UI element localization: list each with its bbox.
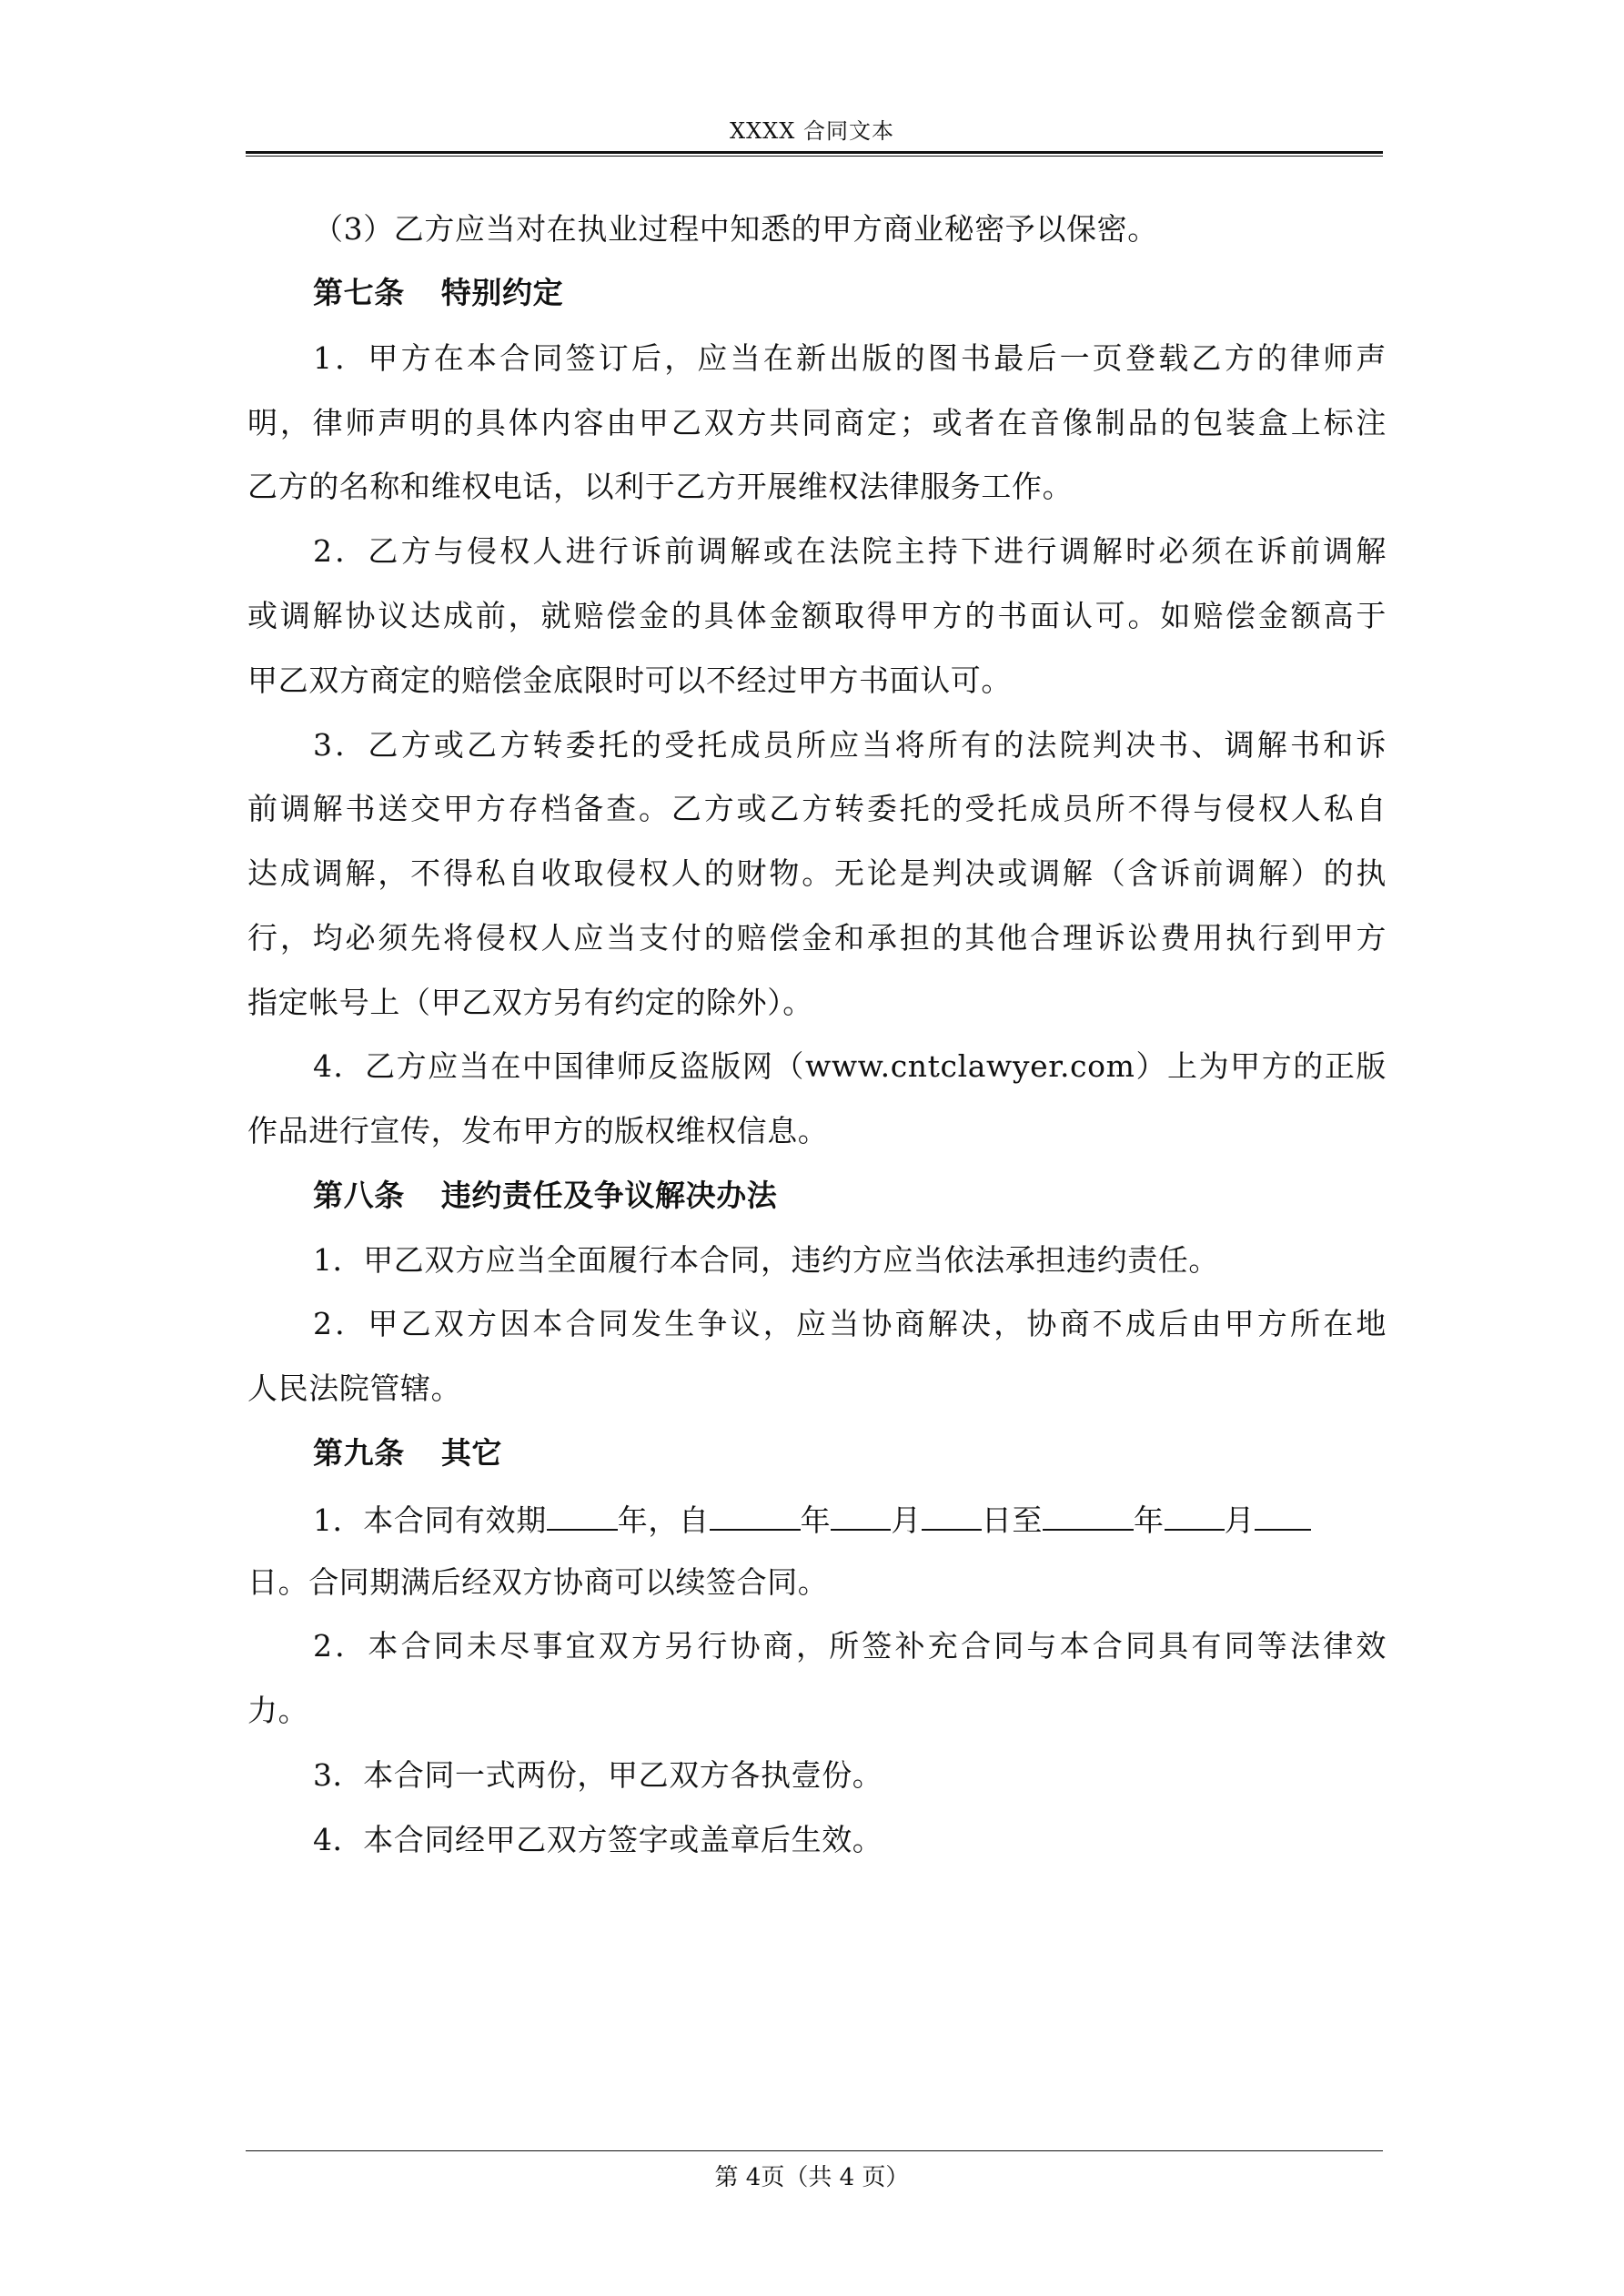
paragraph-line: 作品进行宣传，发布甲方的版权维权信息。	[247, 1113, 829, 1148]
blank-end-day	[1255, 1498, 1311, 1531]
paragraph-line: 4．本合同经甲乙双方签字或盖章后生效。	[313, 1822, 883, 1857]
paragraph-line: （3）乙方应当对在执业过程中知悉的甲方商业秘密予以保密。	[313, 211, 1158, 247]
paragraph-line: 甲乙双方商定的赔偿金底限时可以不经过甲方书面认可。	[247, 663, 1012, 698]
paragraph-line: 或调解协议达成前，就赔偿金的具体金额取得甲方的书面认可。如赔偿金额高于	[247, 598, 1387, 633]
article-number: 第七条	[313, 275, 405, 310]
paragraph-line: 明，律师声明的具体内容由甲乙双方共同商定；或者在音像制品的包装盒上标注	[247, 405, 1387, 440]
blank-start-year	[710, 1498, 801, 1531]
paragraph-line: 力。	[247, 1693, 309, 1728]
article-heading	[313, 1176, 1387, 1216]
paragraph-line: 达成调解，不得私自收取侵权人的财物。无论是判决或调解（含诉前调解）的执	[247, 855, 1387, 891]
header-rule-thin	[246, 156, 1383, 157]
article-title: 其它	[440, 1435, 503, 1471]
blank-start-day	[922, 1498, 982, 1531]
blank-end-month	[1165, 1498, 1225, 1531]
paragraph-line: 2．甲乙双方因本合同发生争议，应当协商解决，协商不成后由甲方所在地	[313, 1306, 1387, 1341]
paragraph-line: 3．本合同一式两份，甲乙双方各执壹份。	[313, 1757, 883, 1793]
paragraph-line: 3．乙方或乙方转委托的受托成员所应当将所有的法院判决书、调解书和诉	[313, 727, 1387, 763]
paragraph-line: 日。合同期满后经双方协商可以续签合同。	[247, 1564, 829, 1600]
article-heading	[313, 1433, 1387, 1473]
article-number: 第八条	[313, 1178, 405, 1213]
article-title: 违约责任及争议解决办法	[440, 1178, 778, 1213]
article-number: 第九条	[313, 1435, 405, 1471]
header-rule	[246, 151, 1383, 154]
paragraph-line: 4．乙方应当在中国律师反盗版网（www.cntclawyer.com）上为甲方的正版	[313, 1048, 1387, 1084]
blank-start-month	[831, 1498, 891, 1531]
paragraph-line: 2．乙方与侵权人进行诉前调解或在法院主持下进行调解时必须在诉前调解	[313, 533, 1387, 569]
paragraph-line: 前调解书送交甲方存档备查。乙方或乙方转委托的受托成员所不得与侵权人私自	[247, 791, 1387, 826]
paragraph-line: 乙方的名称和维权电话，以利于乙方开展维权法律服务工作。	[247, 469, 1074, 504]
paragraph-line: 行，均必须先将侵权人应当支付的赔偿金和承担的其他合理诉讼费用执行到甲方	[247, 920, 1387, 956]
blank-end-year	[1043, 1498, 1134, 1531]
page-number: 第 4页（共 4 页）	[714, 2164, 910, 2191]
term-line: 1．本合同有效期 年，自 年 月 日至 年 月	[313, 1498, 1387, 1541]
paragraph-line: 1．甲方在本合同签订后，应当在新出版的图书最后一页登载乙方的律师声	[313, 340, 1387, 376]
paragraph-line: 2．本合同未尽事宜双方另行协商，所签补充合同与本合同具有同等法律效	[313, 1628, 1387, 1664]
paragraph-line: 人民法院管辖。	[247, 1371, 462, 1406]
paragraph-line: 1．甲乙双方应当全面履行本合同，违约方应当依法承担违约责任。	[313, 1242, 1219, 1278]
page-header-title: XXXX 合同文本	[730, 118, 894, 144]
blank-years	[547, 1498, 618, 1531]
article-heading	[313, 273, 1387, 313]
paragraph-line: 指定帐号上（甲乙双方另有约定的除外）。	[247, 985, 813, 1020]
footer-rule	[246, 2150, 1383, 2151]
article-title: 特别约定	[440, 275, 564, 310]
